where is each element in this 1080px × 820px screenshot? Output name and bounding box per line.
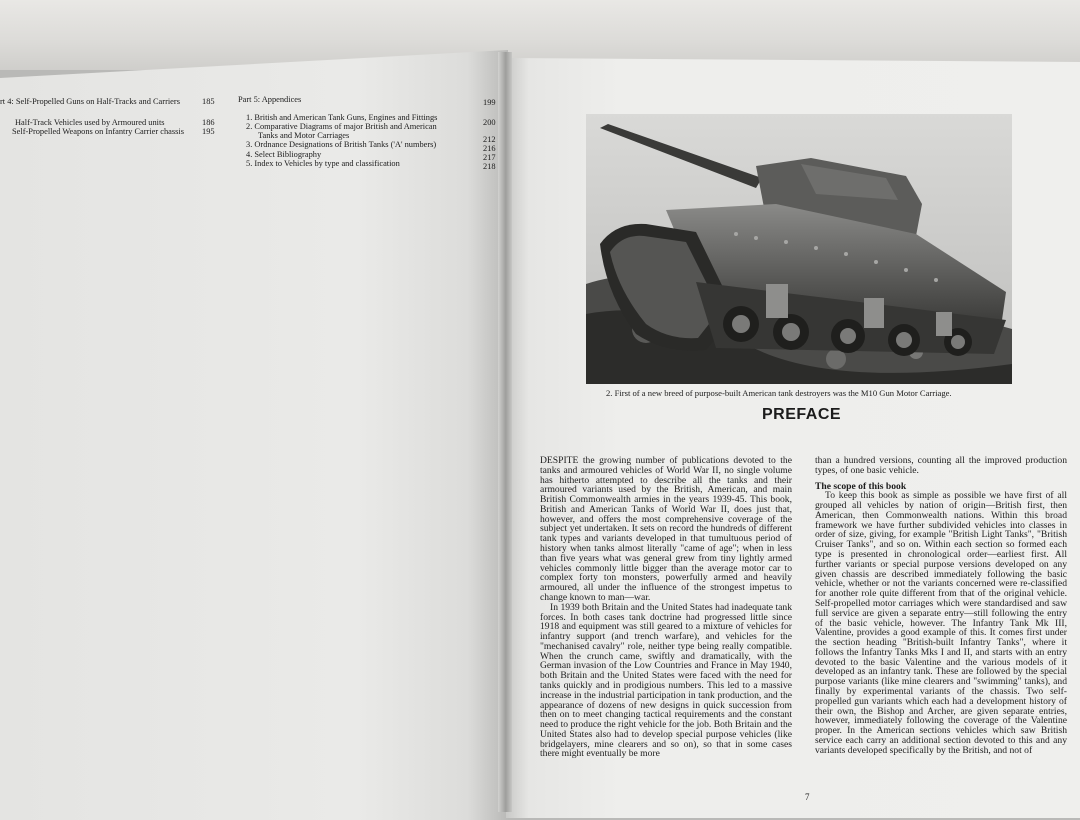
toc-item-page: 217 xyxy=(483,153,496,162)
toc-item: Tanks and Motor Carriages xyxy=(258,131,350,140)
toc-item-page: 218 xyxy=(483,162,496,171)
toc-item-page: 200 xyxy=(483,118,496,127)
book-gutter xyxy=(498,52,512,812)
toc-item: Half-Track Vehicles used by Armoured units xyxy=(15,118,165,127)
toc-part4-title: rt 4: Self-Propelled Guns on Half-Tracks and Carriers xyxy=(0,97,180,106)
section-subheading: The scope of this book xyxy=(815,480,907,492)
toc-part5-page: 199 xyxy=(483,98,496,107)
toc-item-page: 212 xyxy=(483,135,496,144)
toc-item-page: 216 xyxy=(483,144,496,153)
toc-item-page: 186 xyxy=(202,118,215,127)
page-title: PREFACE xyxy=(762,406,842,423)
toc-item: 3. Ordnance Designations of British Tanks ('A' numbers) xyxy=(246,140,437,149)
text-column-2 xyxy=(815,456,1067,755)
photo-caption: 2. First of a new breed of purpose-built American tank destroyers was the M10 Gun Motor Carriage. xyxy=(606,388,952,398)
toc-item: 5. Index to Vehicles by type and classification xyxy=(246,159,400,168)
toc-part4-page: 185 xyxy=(202,97,215,106)
toc-item: 1. British and American Tank Guns, Engines and Fittings xyxy=(246,113,438,122)
toc-item: 4. Select Bibliography xyxy=(246,150,322,159)
toc-part5-title: Part 5: Appendices xyxy=(238,95,302,104)
paragraph: DESPITE the growing number of publications devoted to the tanks and armoured vehicles of World War II, no single volume has hitherto attempted to describe all the tanks and their armoured variants used by the British, American, and main British Commonwealth armies in the years 1939-45. This book, British and American Tanks of World War II, does just that, however, and offers the most comprehensive coverage of the subject yet undertaken. It sets on record the hundreds of different tank types and variants developed in that tumultuous period of history when tanks almost literally "came of age"; when in less than five years what was general grew from tiny lightly armed vehicles commonly little bigger than the average motor car to complex forty ton monsters, powerfully armed and heavily armoured, all under the influence of the strongest impetus to change known to man—war. xyxy=(540,455,792,603)
toc-item: 2. Comparative Diagrams of major British and American xyxy=(246,122,437,131)
paragraph: than a hundred versions, counting all the improved production types, of one basic vehicle. xyxy=(815,455,1067,476)
text-column-1 xyxy=(540,456,792,759)
toc-item-page: 195 xyxy=(202,127,215,136)
paragraph: To keep this book as simple as possible we have first of all grouped all vehicles by nation of origin—British first, then American, then Commonwealth nations. Within this broad framework we have further subdivided vehicles into classes in order of size, giving, for example "British Light Tanks", "British Cruiser Tanks", and so on. Within each section so formed each type is presented in chronological order—earliest first. All further variants or special purpose versions developed on any given chassis are described immediately following the basic vehicle, whether or not the variants concerned were re-classified for another role quite different from that of the original vehicle. Self-propelled motor carriages which were standardised and saw full service are given a separate entry—still following the entry of the basic vehicle, however. The Infantry Tank Mk III, Valentine, provides a good example of this. It comes first under the section heading "British-built Infantry Tanks", where it follows the Infantry Tanks Mks I and II, and starts with an entry devoted to the basic Valentine and the various models of it developed as an infantry tank. These are followed by the special purpose variants (like mine clearers and "swimming" tanks), and finally by experimental variants of the chassis. Two self-propelled gun variants which each had a development history of their own, the Bishop and Archer, are given separate entries, however, immediately following the coverage of the Valentine proper. In the American sections vehicles which saw British service each carry an additional section devoted to this and any variants developed specifically by the British, and not of xyxy=(815,490,1067,756)
m10-tank-destroyer-photo xyxy=(586,114,1012,384)
paragraph: In 1939 both Britain and the United States had inadequate tank forces. In both cases tank doctrine had progressed little since 1918 and equipment was still geared to a mixture of vehicles for infantry support (and trench warfare), and vehicles for the "mechanised cavalry" role, neither type being really compatible. When the crunch came, swiftly and dramatically, with the German invasion of the Low Countries and France in May 1940, both Britain and the United States were faced with the need for tanks quickly and in prodigious numbers. This led to a massive increase in the industrial participation in tank production, and the appearance of dozens of new designs in quick succession from then on to meet changing tactical requirements and the constant need to produce the right vehicle for the job. Both Britain and the United States also had to develop special purpose vehicles (like bridgelayers, mine clearers and so on), so that in some cases there might eventually be more xyxy=(540,601,792,760)
toc-item: Self-Propelled Weapons on Infantry Carrier chassis xyxy=(12,127,184,136)
page-number: 7 xyxy=(805,792,810,802)
